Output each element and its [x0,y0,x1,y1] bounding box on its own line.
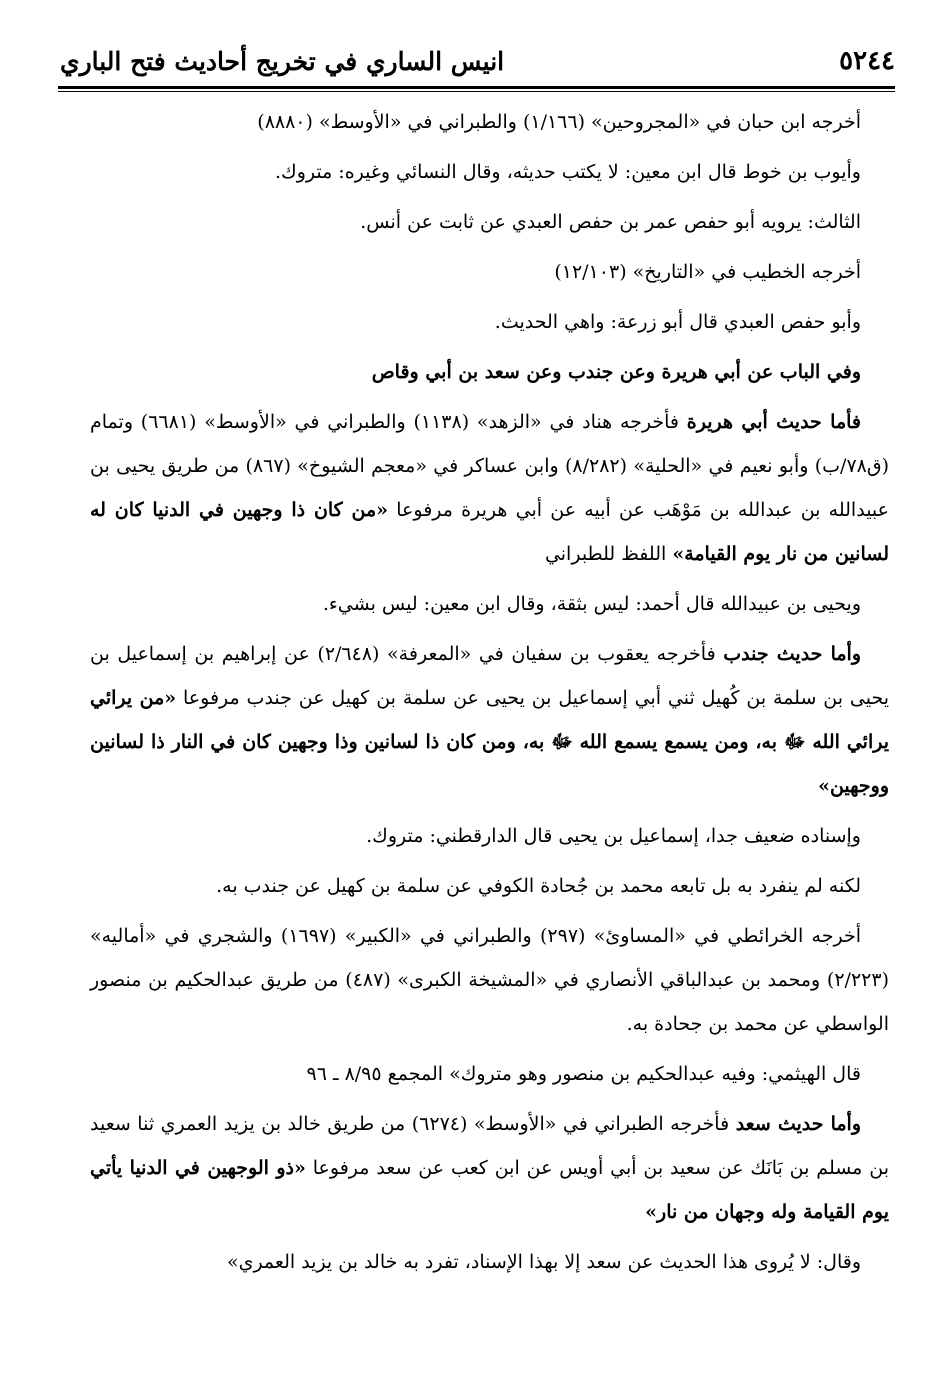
bold-text-run: فأما حديث أبي هريرة [686,411,861,433]
paragraph [90,400,889,576]
text-run: وأبو حفص العبدي قال أبو زرعة: واهي الحديث. [494,311,861,333]
bold-text-run: «من يرائي يرائي الله ﷻ به، ومن يسمع يسمع الله ﷻ به، ومن كان ذا لسانين وذا وجهين كان في النار ذا لسانين ووجهين» [90,687,889,797]
paragraph [90,814,889,858]
bold-text-run: «من كان ذا وجهين في الدنيا كان له لسانين من نار يوم القيامة» [90,499,889,565]
text-run: أخرجه الخطيب في «التاريخ» (١٢/١٠٣) [554,261,861,283]
text-run: فأخرجه يعقوب بن سفيان في «المعرفة» (٢/٦٤٨) عن إبراهيم بن إسماعيل بن يحيى بن سلمة بن كُهيل ثني أبي إسماعيل بن يحيى عن سلمة بن كهيل عن جندب مرفوعا [90,643,889,709]
paragraph [90,200,889,244]
text-run: اللفظ للطبراني [544,543,673,565]
paragraph [90,300,889,344]
header-rule [58,86,895,89]
bold-text-run: «ذو الوجهين في الدنيا يأتي يوم القيامة وله وجهان من نار» [90,1157,889,1223]
paragraph [90,914,889,1046]
running-title: انيس الساري في تخريج أحاديث فتح الباري [60,46,505,76]
text-run: ويحيى بن عبيدالله قال أحمد: ليس بثقة، وقال ابن معين: ليس بشيء. [322,593,861,615]
text-run: لكنه لم ينفرد به بل تابعه محمد بن جُحادة الكوفي عن سلمة بن كهيل عن جندب به. [216,875,861,897]
header-rule-thin [58,91,895,92]
paragraph [90,100,889,144]
bold-text-run: وأما حديث جندب [723,643,862,665]
text-run: وأيوب بن خوط قال ابن معين: لا يكتب حديثه، وقال النسائي وغيره: متروك. [275,161,861,183]
page-number: ٥٢٤٤ [839,46,895,76]
page-header [60,38,895,84]
text-run: وفي الباب عن أبي هريرة وعن جندب وعن سعد بن أبي وقاص [371,361,861,383]
text-run: أخرجه الخرائطي في «المساوئ» (٢٩٧) والطبراني في «الكبير» (١٦٩٧) والشجري في «أماليه» (٢/٢٢٣) ومحمد بن عبدالباقي الأنصاري في «المشيخة الكبرى» (٤٨٧) من طريق عبدالحكيم بن منصور الواسطي عن محمد بن جحادة به. [90,925,889,1035]
text-run: قال الهيثمي: وفيه عبدالحكيم بن منصور وهو متروك» المجمع ٨/٩٥ ـ ٩٦ [306,1063,861,1085]
paragraph [90,864,889,908]
text-run: وقال: لا يُروى هذا الحديث عن سعد إلا بهذا الإسناد، تفرد به خالد بن يزيد العمري» [226,1251,861,1273]
paragraph [90,1052,889,1096]
paragraph [90,1240,889,1284]
paragraph [90,150,889,194]
text-run: فأخرجه هناد في «الزهد» (١١٣٨) والطبراني في «الأوسط» (٦٦٨١) وتمام (ق٧٨/ب) وأبو نعيم في «الحلية» (٨/٢٨٢) وابن عساكر في «معجم الشيوخ» (٨٦٧) من طريق يحيى بن عبيدالله بن عبدالله بن مَوْهَب عن أبيه عن أبي هريرة مرفوعا [90,411,890,521]
paragraph [90,1102,889,1234]
text-run: وإسناده ضعيف جدا، إسماعيل بن يحيى قال الدارقطني: متروك. [366,825,861,847]
text-run: الثالث: يرويه أبو حفص عمر بن حفص العبدي عن ثابت عن أنس. [360,211,861,233]
paragraph [90,582,889,626]
text-run: أخرجه ابن حبان في «المجروحين» (١/١٦٦) والطبراني في «الأوسط» (٨٨٨٠) [257,111,861,133]
paragraph [90,250,889,294]
text-run: فأخرجه الطبراني في «الأوسط» (٦٢٧٤) من طريق خالد بن يزيد العمري ثنا سعيد بن مسلم بن بَانَك عن سعيد بن أبي أويس عن ابن كعب عن سعد مرفوعا [90,1113,889,1179]
page-body [90,100,889,1284]
section-heading [90,350,889,394]
bold-text-run: وأما حديث سعد [735,1113,862,1135]
paragraph [90,632,889,808]
